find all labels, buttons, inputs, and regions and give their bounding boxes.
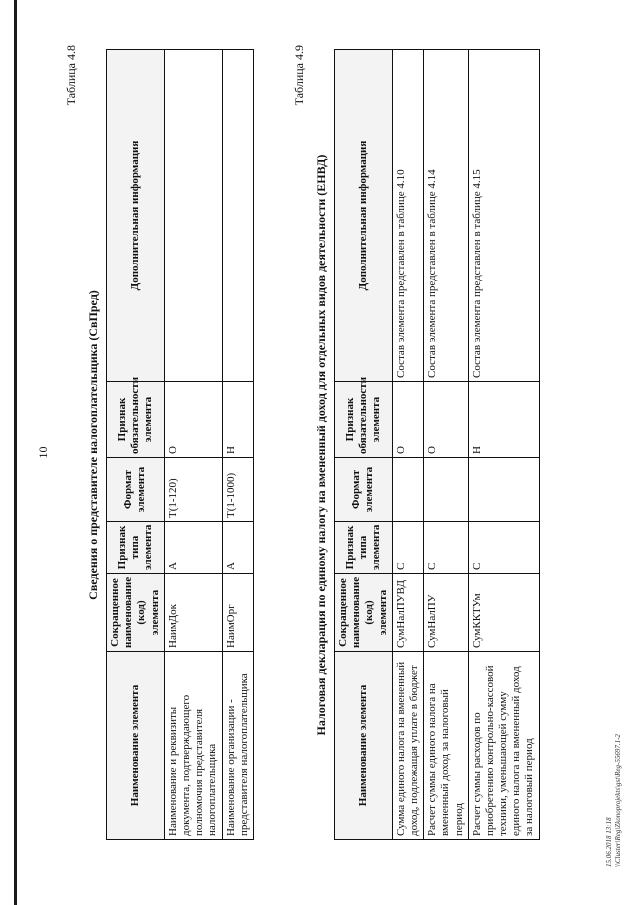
table-cell: Состав элемента представлен в таблице 4.15 <box>468 50 539 382</box>
rotated-page <box>20 30 630 875</box>
column-header: Сокращенное наименование (код) элемента <box>107 574 165 652</box>
table-cell <box>222 50 253 382</box>
table-cell <box>164 50 222 382</box>
table-4-8 <box>106 49 254 840</box>
column-header: Признак типа элемента <box>107 522 165 574</box>
table-cell: С <box>468 522 539 574</box>
table-cell: А <box>222 522 253 574</box>
table-row <box>468 50 539 840</box>
footer-path: \\Cluster\Reg\Zkonoprojekts\gst\Reg-55697.1-2 <box>614 734 623 867</box>
document-footer <box>605 734 623 867</box>
table-cell: СумНалПУ <box>424 574 469 652</box>
table-4-9-header-row <box>335 50 393 840</box>
page-number: 10 <box>36 446 50 459</box>
table-cell: Расчет суммы расходов по приобретению контрольно-кассовой техники, уменьшающей сумму единого налога на вмененный доход за налоговый период <box>468 652 539 840</box>
table-row <box>164 50 222 840</box>
table-cell: Н <box>222 382 253 458</box>
column-header: Наименование элемента <box>335 652 393 840</box>
column-header: Дополнительная информация <box>107 50 165 382</box>
table-cell: НаимДок <box>164 574 222 652</box>
table-cell: А <box>164 522 222 574</box>
table-cell: Состав элемента представлен в таблице 4.14 <box>424 50 469 382</box>
table-4-9-title: Налоговая декларация по единому налогу на вмененный доход для отдельных видов деятельности (ЕНВД) <box>314 154 328 736</box>
footer-date: 15.06.2018 13:18 <box>605 817 613 867</box>
table-cell: О <box>164 382 222 458</box>
column-header: Признак обязательности элемента <box>335 382 393 458</box>
table-cell: С <box>424 522 469 574</box>
table-cell: О <box>392 382 423 458</box>
table-cell: Расчет суммы единого налога на вмененный доход за налоговый период <box>424 652 469 840</box>
table-row <box>222 50 253 840</box>
table-cell: Состав элемента представлен в таблице 4.10 <box>392 50 423 382</box>
table-cell: Сумма единого налога на вмененный доход, подлежащая уплате в бюджет <box>392 652 423 840</box>
table-cell <box>424 458 469 522</box>
table-cell: Наименование организации - представителя налогоплательщика <box>222 652 253 840</box>
table-cell: С <box>392 522 423 574</box>
column-header: Признак обязательности элемента <box>107 382 165 458</box>
page-edge-line <box>14 0 17 905</box>
column-header: Формат элемента <box>107 458 165 522</box>
table-row <box>392 50 423 840</box>
column-header: Формат элемента <box>335 458 393 522</box>
table-4-9 <box>334 49 540 840</box>
table-cell <box>468 458 539 522</box>
table-row <box>424 50 469 840</box>
column-header: Признак типа элемента <box>335 522 393 574</box>
table-4-8-label: Таблица 4.8 <box>64 45 78 106</box>
table-cell: СумККТУм <box>468 574 539 652</box>
table-cell: T(1-120) <box>164 458 222 522</box>
column-header: Дополнительная информация <box>335 50 393 382</box>
column-header: Сокращенное наименование (код) элемента <box>335 574 393 652</box>
table-cell: Н <box>468 382 539 458</box>
table-cell: О <box>424 382 469 458</box>
table-4-9-label: Таблица 4.9 <box>292 45 306 106</box>
table-4-8-header-row <box>107 50 165 840</box>
table-4-8-title: Сведения о представителе налогоплательщика (СвПред) <box>86 290 100 600</box>
table-cell: НаимОрг <box>222 574 253 652</box>
table-cell <box>392 458 423 522</box>
table-cell: СумНалПУВД <box>392 574 423 652</box>
column-header: Наименование элемента <box>107 652 165 840</box>
table-cell: Наименование и реквизиты документа, подтверждающего полномочия представителя налогоплательщика <box>164 652 222 840</box>
table-cell: T(1-1000) <box>222 458 253 522</box>
